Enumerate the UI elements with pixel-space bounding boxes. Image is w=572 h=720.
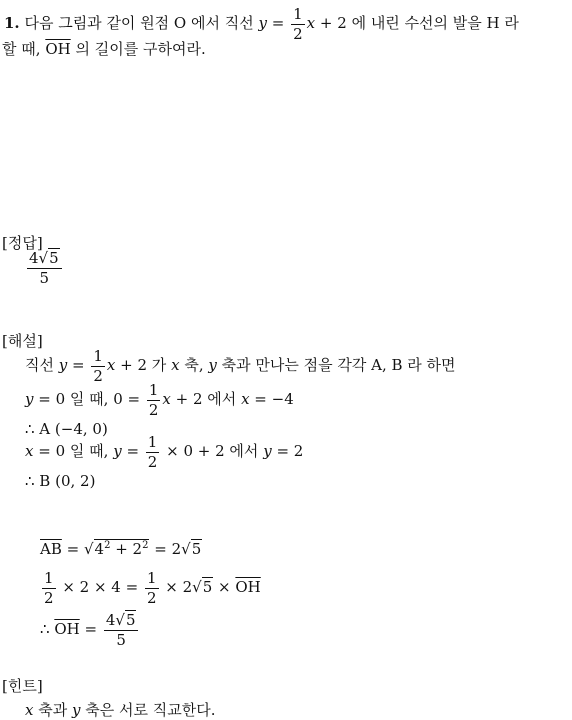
answer-header: [정답] bbox=[2, 234, 43, 252]
solution-line-5: ∴ B (0, 2) bbox=[25, 472, 96, 490]
segment-oh-3: $\overline{OH}$ bbox=[54, 620, 80, 638]
problem-text-2c: 의 길이를 구하여라. bbox=[75, 40, 206, 58]
problem-text-1a: 다음 그림과 같이 원점 O 에서 직선 bbox=[24, 14, 254, 32]
problem-text-1b: 에 내린 수선의 발을 H 라 bbox=[351, 14, 519, 32]
problem-text-2a: 할 때, bbox=[2, 40, 41, 58]
solution-line-area: $\frac{1}{2}$ × 2 × 4 = $\frac{1}{2}$ × $2√5 \times \overline{OH}$ bbox=[44, 569, 261, 607]
hint-text: x 축과 y 축은 서로 직교한다. bbox=[25, 701, 216, 719]
segment-oh-2: $\overline{OH}$ bbox=[235, 578, 261, 596]
problem-number: 1. bbox=[4, 14, 20, 32]
solution-line-ab: $\overline{AB} = √4^2 + 2^2 = 2√5$ bbox=[40, 540, 202, 558]
hint-header: [힌트] bbox=[2, 677, 43, 695]
segment-ab: $\overline{AB}$ bbox=[40, 540, 62, 558]
problem-line-1 bbox=[4, 6, 519, 42]
solution-line-final: ∴ $\overline{OH}$ = $\frac{4√5}{5}$ bbox=[40, 612, 140, 648]
solution-header: [해설] bbox=[2, 332, 43, 350]
answer-radicand: 5 bbox=[49, 249, 59, 267]
solution-line-3: ∴ A (−4, 0) bbox=[25, 420, 108, 438]
solution-line-2: y = 0 일 때, 0 = $\frac{1}{2}$ x + 2 에서 x = −4 bbox=[25, 381, 294, 419]
answer-numerator: 4 bbox=[29, 249, 39, 267]
problem-line-2 bbox=[2, 38, 206, 59]
answer-denominator: 5 bbox=[39, 268, 50, 287]
solution-line-4: x = 0 일 때, y = $\frac{1}{2}$ × 0 + 2 에서 y = 2 bbox=[25, 433, 304, 471]
answer-value: $\frac{4√5}{5}$ bbox=[25, 250, 64, 286]
segment-oh: $\overline{OH}$ bbox=[45, 40, 71, 58]
solution-line-1: 직선 y = $\frac{1}{2}$ x + 2 가 x 축, y 축과 만나는 점을 각각 A, B 라 하면 bbox=[25, 347, 456, 385]
equation-line: y = $\frac{1}{2}$ x + 2 bbox=[258, 5, 347, 43]
